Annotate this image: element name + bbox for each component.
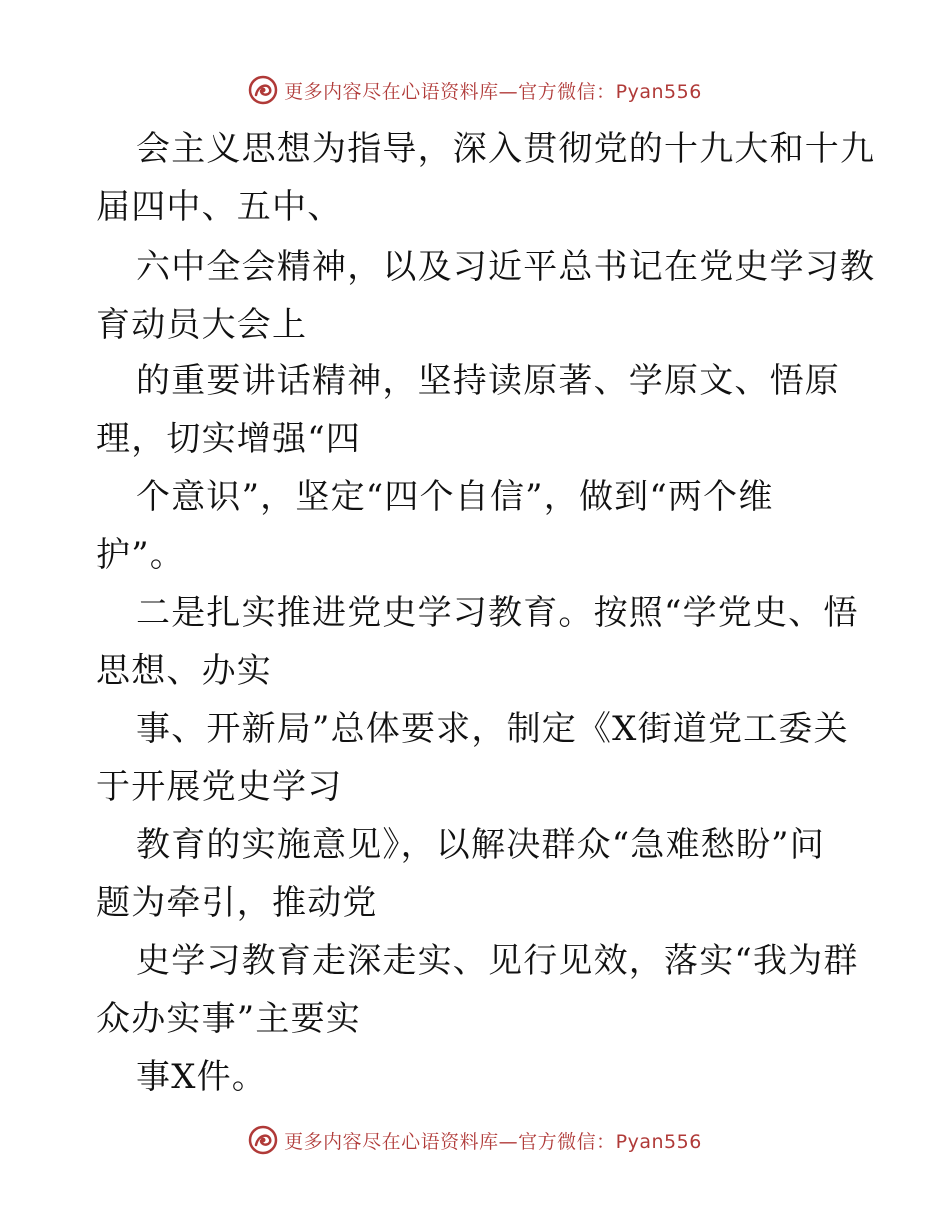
text-line: 护”。 xyxy=(96,535,185,575)
text-line: 个意识”，坚定“四个自信”，做到“两个维 xyxy=(136,477,774,517)
text-line: 育动员大会上 xyxy=(96,305,308,345)
text-line: 题为牵引，推动党 xyxy=(96,883,378,923)
text-line: 的重要讲话精神，坚持读原著、学原文、悟原 xyxy=(136,361,840,401)
footer-banner xyxy=(0,1120,950,1160)
text-line: 众办实事”主要实 xyxy=(96,999,361,1039)
text-line: 史学习教育走深走实、见行见效，落实“我为群 xyxy=(136,941,859,981)
swirl-logo-icon xyxy=(248,1125,278,1155)
text-line: 二是扎实推进党史学习教育。按照“学党史、悟 xyxy=(136,593,859,633)
text-line: 六中全会精神，以及习近平总书记在党史学习教 xyxy=(136,247,876,287)
footer-banner-text: 更多内容尽在心语资料库—官方微信：Pyan556 xyxy=(284,1130,702,1153)
text-line: 事、开新局”总体要求，制定《X街道党工委关 xyxy=(136,709,849,749)
text-line: 会主义思想为指导，深入贯彻党的十九大和十九 xyxy=(136,129,876,169)
swirl-logo-icon xyxy=(248,75,278,105)
header-banner-text: 更多内容尽在心语资料库—官方微信：Pyan556 xyxy=(284,80,702,103)
text-line: 理，切实增强“四 xyxy=(96,419,361,459)
text-line: 教育的实施意见》，以解决群众“急难愁盼”问 xyxy=(136,825,825,865)
text-line: 事X件。 xyxy=(136,1057,268,1097)
text-line: 思想、办实 xyxy=(96,651,272,691)
header-banner xyxy=(0,70,950,110)
text-line: 届四中、五中、 xyxy=(96,187,343,227)
text-line: 于开展党史学习 xyxy=(96,767,343,807)
